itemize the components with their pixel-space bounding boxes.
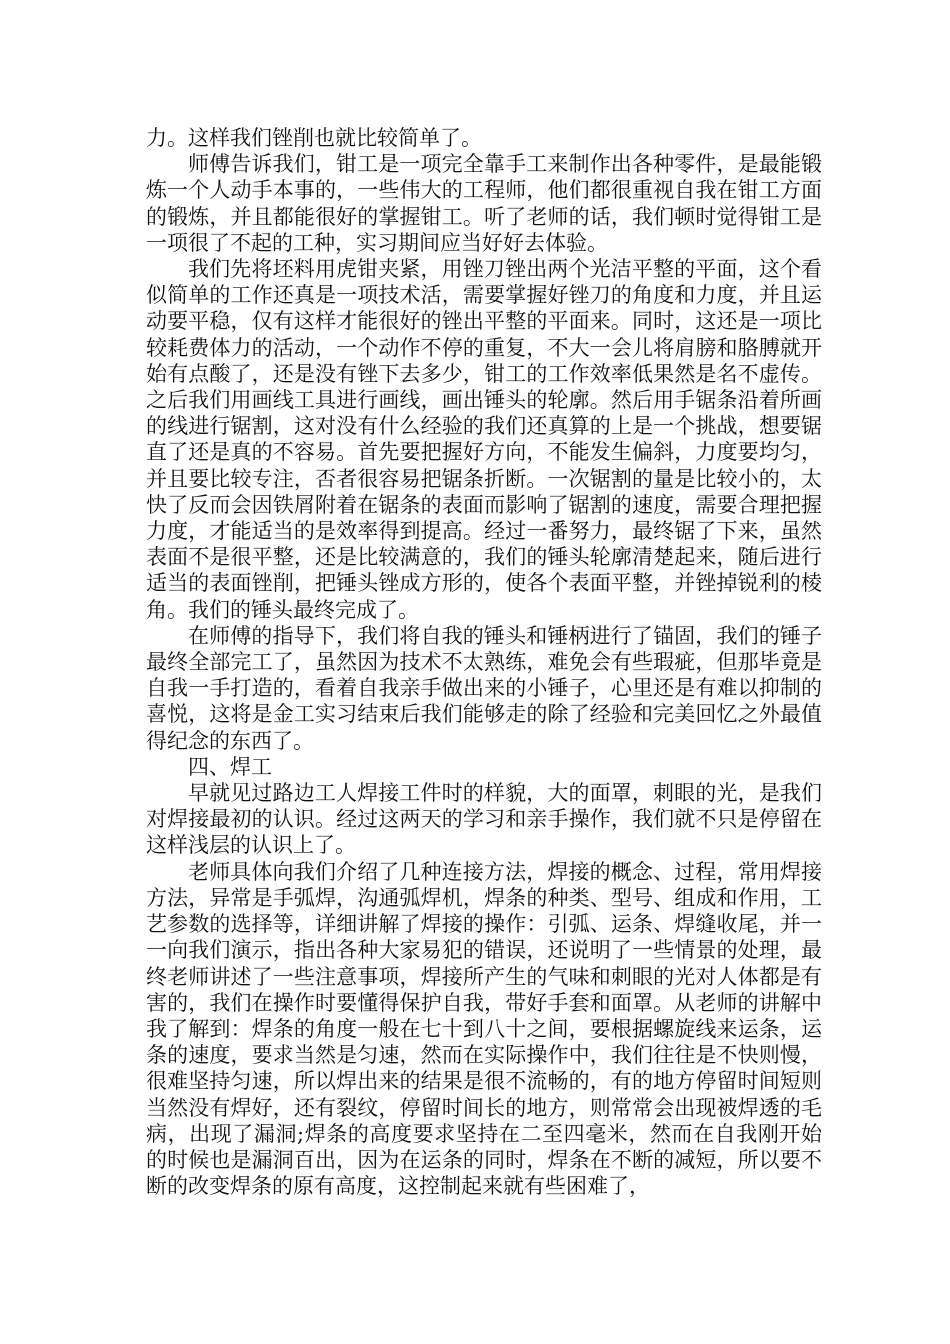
paragraph-welding-file-intro-end: 力。这样我们锉削也就比较简单了。 [146,126,482,150]
paragraph-master-advice: 师傅告诉我们，钳工是一项完全靠手工来制作出各种零件，是最能锻炼一个人动手本事的，一些伟大的工程师，他们都很重视自我在钳工方面的锻炼，并且都能很好的掌握钳工。听了老师的话，我们顿时觉得钳工是一项很了不起的工种，实习期间应当好好去体验。 [146,152,822,255]
paragraph-filing-and-sawing: 我们先将坯料用虎钳夹紧，用锉刀锉出两个光洁平整的平面，这个看似简单的工作还真是一项技术活，需要掌握好锉刀的角度和力度，并且运动要平稳，仅有这样才能很好的锉出平整的平面来。同时，这还是一项比较耗费体力的活动，一个动作不停的重复，不大一会儿将肩膀和胳膊就开始有点酸了，还是没有锉下去多少，钳工的工作效率低果然是名不虚传。之后我们用画线工具进行画线，画出锤头的轮廓。然后用手锯条沿着所画的线进行锯割，这对没有什么经验的我们还真算的上是一个挑战，想要锯直了还是真的不容易。首先要把握好方向，不能发生偏斜，力度要均匀，并且要比较专注，否者很容易把锯条折断。一次锯割的量是比较小的，太快了反而会因铁屑附着在锯条的表面而影响了锯割的速度，需要合理把握力度，才能适当的是效率得到提高。经过一番努力，最终锯了下来，虽然表面不是很平整，还是比较满意的，我们的锤头轮廓清楚起来，随后进行适当的表面锉削，把锤头锉成方形的，使各个表面平整，并锉掉锐利的棱角。我们的锤头最终完成了。 [146,257,822,622]
section-heading-welding: 四、焊工 [188,754,272,779]
paragraph-hammer-assembly: 在师傅的指导下，我们将自我的锤头和锤柄进行了锚固，我们的锤子最终全部完工了，虽然因为技术不太熟练，难免会有些瑕疵，但那毕竟是自我一手打造的，看着自我亲手做出来的小锤子，心里还是有难以抑制的喜悦，这将是金工实习结束后我们能够走的除了经验和完美回忆之外最值得纪念的东西了。 [146,623,822,753]
document-page [146,125,822,1199]
paragraph-welding-first-impression: 早就见过路边工人焊接工件时的样貌，大的面罩，刺眼的光，是我们对焊接最初的认识。经过这两天的学习和亲手操作，我们就不只是停留在这样浅层的认识上了。 [146,781,822,858]
paragraph-welding-details: 老师具体向我们介绍了几种连接方法，焊接的概念、过程，常用焊接方法，异常是手弧焊，沟通弧焊机，焊条的种类、型号、组成和作用，工艺参数的选择等，详细讲解了焊接的操作：引弧、运条、焊缝收尾，并一一向我们演示，指出各种大家易犯的错误，还说明了一些情景的处理，最终老师讲述了一些注意事项，焊接所产生的气味和刺眼的光对人体都是有害的，我们在操作时要懂得保护自我，带好手套和面罩。从老师的讲解中我了解到：焊条的角度一般在七十到八十之间，要根据螺旋线来运条，运条的速度，要求当然是匀速，然而在实际操作中，我们往往是不快则慢，很难坚持匀速，所以焊出来的结果是很不流畅的，有的地方停留时间短则当然没有焊好，还有裂纹，停留时间长的地方，则常常会出现被焊透的毛病，出现了漏洞;焊条的高度要求坚持在二至四毫米，然而在自我刚开始的时候也是漏洞百出，因为在运条的同时，焊条在不断的减短，所以要不断的改变焊条的原有高度，这控制起来就有些困难了， [146,859,822,1199]
